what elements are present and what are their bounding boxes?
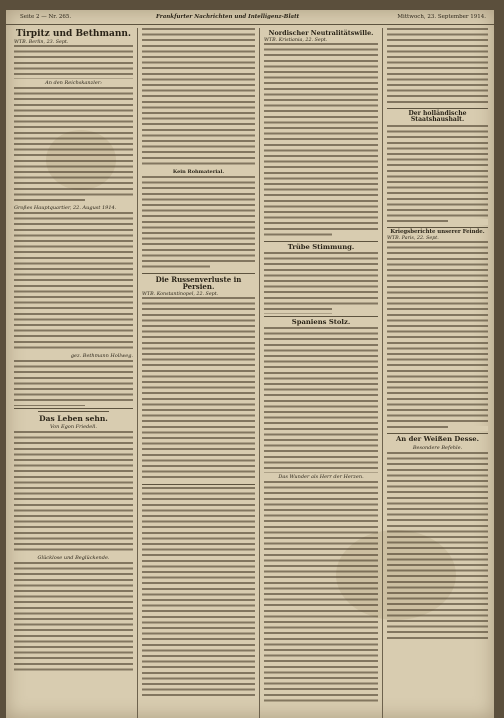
- article-body: [264, 481, 378, 703]
- column-rule: [137, 28, 138, 718]
- headline-persien: Die Russenverluste in Persien.: [155, 275, 242, 292]
- column-rule: [259, 28, 260, 718]
- section-divider: [387, 108, 488, 109]
- section-divider: [142, 273, 255, 274]
- article-body: [387, 241, 488, 431]
- section-kicker: Kein Rohmaterial.: [172, 169, 225, 175]
- section-divider: [142, 484, 255, 485]
- dateline-hq: Großes Hauptquartier, 22. August 1914.: [14, 205, 117, 212]
- article-body: [387, 125, 488, 225]
- article-body: [14, 431, 133, 554]
- article-body: [14, 360, 133, 406]
- section-divider: [38, 411, 109, 412]
- article-body: [264, 43, 378, 239]
- page-number: Seite 2 — Nr. 265.: [20, 14, 72, 20]
- headline-desse: An der Weißen Desse.: [396, 435, 479, 444]
- column-2: [142, 28, 255, 718]
- column-3: [264, 28, 378, 718]
- issue-date: Mittwoch, 23. September 1914.: [397, 14, 486, 20]
- headline-spanien: Spaniens Stolz.: [291, 317, 351, 326]
- headline-stimmung: Trübe Stimmung.: [287, 242, 355, 251]
- section-divider: [387, 433, 488, 434]
- masthead: [6, 10, 494, 25]
- article-body: [264, 327, 378, 473]
- article-body: [14, 87, 133, 204]
- headline-leben: Das Leben sehn.: [39, 414, 108, 424]
- newspaper-page: [6, 10, 494, 718]
- section-divider: [14, 408, 133, 409]
- headline-neutralitaet: Nordischer Neutralitätswille.: [268, 29, 374, 37]
- dateline: WTB. Kristiania, 22. Sept.: [264, 37, 328, 43]
- byline: Von Egon Friedell.: [49, 424, 97, 431]
- section-kicker: Das Wunder als Herr der Herzen.: [278, 473, 364, 480]
- article-body: [14, 212, 133, 352]
- article-body: [14, 562, 133, 672]
- letter-kicker: An den Reichskanzler:: [45, 80, 102, 87]
- subhead: Besondere Befehle.: [412, 444, 463, 451]
- section-divider: [264, 316, 378, 317]
- signature: gez. Bethmann Hollweg.: [70, 353, 133, 360]
- article-body: [387, 28, 488, 106]
- article-body: [142, 297, 255, 482]
- headline-tirpitz: Tirpitz und Bethmann.: [15, 29, 132, 39]
- newspaper-title: Frankfurter Nachrichten und Intelligenz-Blatt: [156, 14, 300, 20]
- dateline: WTB. Konstantinopel, 22. Sept.: [142, 291, 219, 297]
- section-divider: [264, 241, 378, 242]
- headline-staatshaushalt: Der holländische Staatshaushalt.: [408, 110, 467, 124]
- article-body: [142, 487, 255, 697]
- article-body: [142, 176, 255, 271]
- section-divider: [387, 227, 488, 228]
- article-body: [14, 45, 133, 79]
- column-4: [387, 28, 488, 718]
- section-kicker: Glücklose und Beglückende.: [37, 555, 110, 562]
- article-body: [142, 28, 255, 168]
- article-body: [264, 252, 378, 314]
- column-1: [14, 28, 133, 718]
- dateline: WTB. Paris, 22. Sept.: [387, 236, 439, 242]
- column-rule: [382, 28, 383, 718]
- headline-kriegsberichte: Kriegsberichte unserer Feinde.: [390, 228, 485, 235]
- article-body: [387, 452, 488, 642]
- dateline: WTB. Berlin, 23. Sept.: [14, 40, 69, 46]
